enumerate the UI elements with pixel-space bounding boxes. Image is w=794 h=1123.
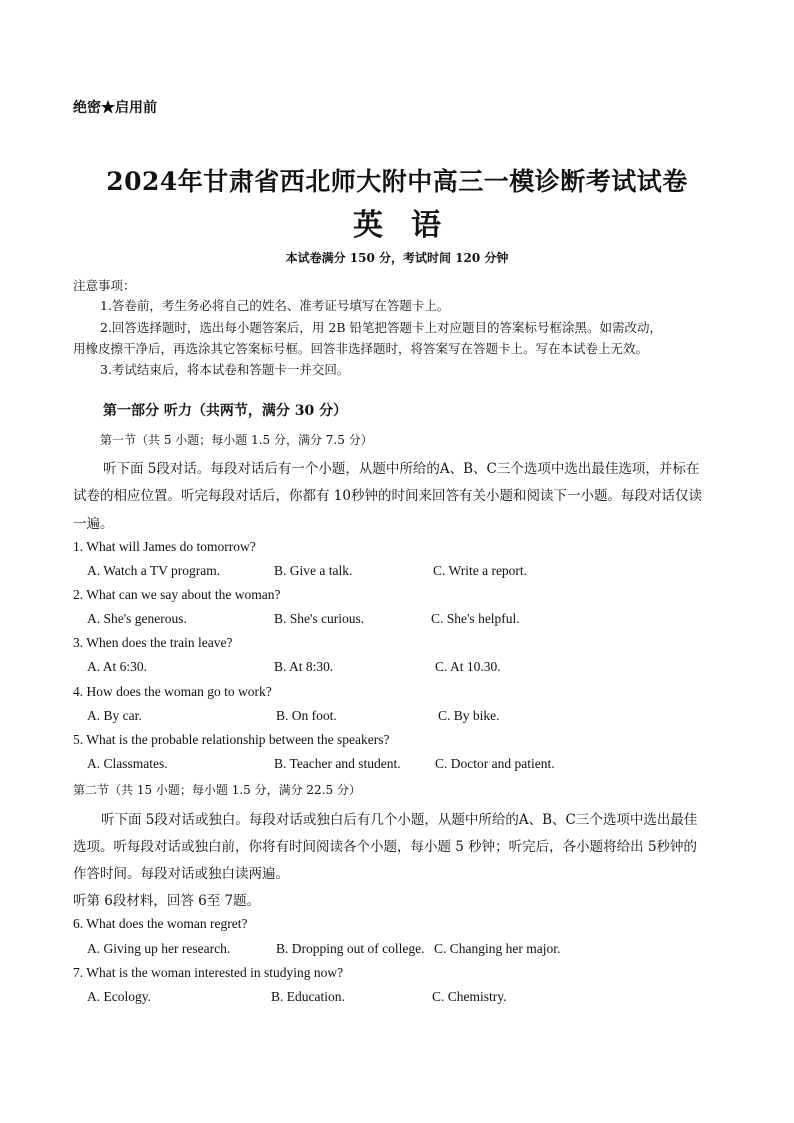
question-6-option-b: B. Dropping out of college.: [276, 941, 425, 956]
question-2: 2. What can we say about the woman?: [73, 587, 281, 602]
section-2-title: 第二节（共 15 小题；每小题 1.5 分，满分 22.5 分）: [73, 783, 361, 797]
section-2-material: 听第 6段材料，回答 6至 7题。: [73, 893, 261, 909]
question-3-option-a: A. At 6:30.: [87, 659, 148, 674]
question-4-option-a: A. By car.: [87, 708, 142, 723]
page-title: 2024年甘肃省西北师大附中高三一模诊断考试试卷: [106, 167, 688, 196]
notice-label: 注意事项：: [73, 278, 136, 293]
question-5: 5. What is the probable relationship between the speakers?: [73, 732, 390, 747]
exam-info: 本试卷满分 150 分，考试时间 120 分钟: [285, 251, 509, 265]
question-2-option-a: A. She's generous.: [87, 611, 187, 626]
question-2-option-c: C. She's helpful.: [431, 611, 520, 626]
notice-item-3: 3.考试结束后，将本试卷和答题卡一并交回。: [100, 362, 350, 377]
question-1-option-b: B. Give a talk.: [274, 563, 353, 578]
part-1-title: 第一部分 听力（共两节，满分 30 分）: [103, 403, 348, 419]
question-5-option-c: C. Doctor and patient.: [435, 756, 555, 771]
question-6: 6. What does the woman regret?: [73, 916, 248, 931]
question-7-option-c: C. Chemistry.: [432, 989, 507, 1004]
question-7: 7. What is the woman interested in studying now?: [73, 965, 344, 980]
question-2-option-b: B. She's curious.: [274, 611, 365, 626]
question-3-option-b: B. At 8:30.: [274, 659, 334, 674]
section-2-instruction-1: 听下面 5段对话或独白。每段对话或独白后有几个小题，从题中所给的A、B、C三个选项中选出最佳: [101, 812, 698, 828]
section-1-instruction-1: 听下面 5段对话。每段对话后有一个小题，从题中所给的A、B、C三个选项中选出最佳选项，并标在: [103, 461, 700, 477]
question-4-option-c: C. By bike.: [438, 708, 500, 723]
subject-title: 英语: [353, 208, 469, 243]
question-7-option-a: A. Ecology.: [87, 989, 151, 1004]
section-1-instruction-3: 一遍。: [73, 516, 114, 532]
question-5-option-b: B. Teacher and student.: [274, 756, 401, 771]
question-4: 4. How does the woman go to work?: [73, 684, 272, 699]
question-3: 3. When does the train leave?: [73, 635, 233, 650]
question-1-option-a: A. Watch a TV program.: [87, 563, 221, 578]
question-3-option-c: C. At 10.30.: [435, 659, 501, 674]
question-7-option-b: B. Education.: [271, 989, 345, 1004]
question-6-option-c: C. Changing her major.: [434, 941, 561, 956]
section-2-instruction-3: 作答时间。每段对话或独白读两遍。: [73, 866, 289, 882]
section-1-title: 第一节（共 5 小题；每小题 1.5 分，满分 7.5 分）: [100, 433, 373, 447]
notice-item-2: 2.回答选择题时，选出每小题答案后，用 2B 铅笔把答题卡上对应题目的答案标号框涂黑。如需改动，: [100, 320, 663, 335]
section-2-instruction-2: 选项。听每段对话或独白前，你将有时间阅读各个小题，每小题 5 秒钟；听完后，各小题将给出 5秒钟的: [73, 839, 698, 855]
question-1: 1. What will James do tomorrow?: [73, 539, 256, 554]
question-6-option-a: A. Giving up her research.: [87, 941, 231, 956]
question-1-option-c: C. Write a report.: [433, 563, 528, 578]
question-4-option-b: B. On foot.: [276, 708, 337, 723]
notice-item-1: 1.答卷前，考生务必将自己的姓名、准考证号填写在答题卡上。: [100, 298, 450, 313]
section-1-instruction-2: 试卷的相应位置。听完每段对话后，你都有 10秒钟的时间来回答有关小题和阅读下一小题。每段对话仅读: [73, 488, 702, 504]
question-5-option-a: A. Classmates.: [87, 756, 168, 771]
notice-item-2-cont: 用橡皮擦干净后，再选涂其它答案标号框。回答非选择题时，将答案写在答题卡上。写在本试卷上无效。: [73, 341, 649, 356]
confidential-label: 绝密★启用前: [73, 100, 157, 116]
